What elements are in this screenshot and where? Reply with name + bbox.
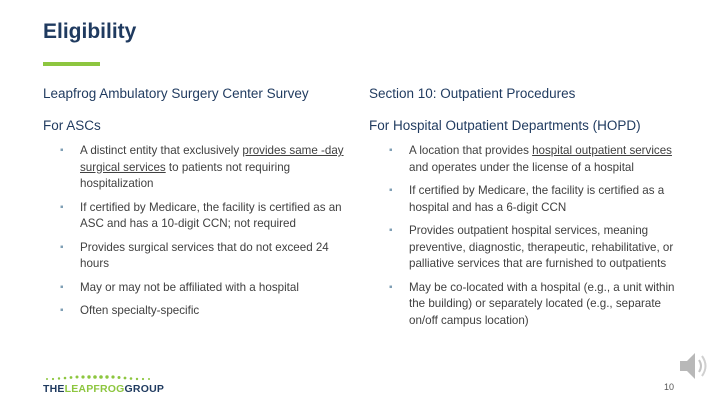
left-column-heading: Leapfrog Ambulatory Surgery Center Survey xyxy=(43,86,309,101)
bullet-icon: ▪ xyxy=(389,281,393,293)
page-number: 10 xyxy=(664,382,675,392)
bullet-icon: ▪ xyxy=(389,185,393,196)
speaker-icon[interactable] xyxy=(676,348,712,384)
leapfrog-logo xyxy=(43,372,165,398)
list-item: ▪ May be co-located with a hospital (e.g., a unit within the building) or separately located (e.g., separate on/off campus location) xyxy=(389,280,675,327)
list-item: ▪ A location that provides hospital outpatient services and operates under the license of a hospital xyxy=(389,144,672,174)
list-item: ▪ Provides outpatient hospital services, meaning preventive, diagnostic, therapeutic, rehabilitative, or palliative services that are furnished to outpatients xyxy=(389,224,674,270)
underlined-link[interactable]: hospital outpatient services xyxy=(532,144,672,157)
bullet-icon: ▪ xyxy=(60,145,64,156)
bullet-icon: ▪ xyxy=(60,241,64,253)
list-item: ▪ May or may not be affiliated with a hospital xyxy=(58,280,354,297)
right-column-subheading: For Hospital Outpatient Departments (HOPD) xyxy=(369,118,641,133)
list-item: ▪ A distinct entity that exclusively provides same -day surgical services to patients not requiring hospitalization xyxy=(60,144,344,190)
bullet-icon: ▪ xyxy=(60,281,64,293)
underlined-link[interactable]: provides same -day surgical services xyxy=(80,144,344,174)
bullet-icon: ▪ xyxy=(60,305,64,316)
left-column-subheading: For ASCs xyxy=(43,118,101,133)
bullet-icon: ▪ xyxy=(60,201,64,213)
list-item: ▪ If certified by Medicare, the facility is certified as an ASC and has a 10-digit CCN; not required xyxy=(60,200,342,230)
logo-wordmark: THELEAPFROGGROUP xyxy=(43,383,165,395)
bullet-icon: ▪ xyxy=(389,225,393,236)
right-bullet-list xyxy=(387,143,679,335)
list-item: ▪ If certified by Medicare, the facility is certified as a hospital and has a 6-digit CCN xyxy=(389,184,665,214)
list-item: ▪ Provides surgical services that do not exceed 24 hours xyxy=(60,240,329,270)
title-accent-bar xyxy=(43,62,100,66)
bullet-icon: ▪ xyxy=(389,145,393,156)
left-bullet-list xyxy=(58,143,354,326)
list-item: ▪ Often specialty-specific xyxy=(58,303,354,320)
slide-title: Eligibility xyxy=(43,20,137,43)
logo-dots-icon xyxy=(43,372,155,382)
right-column-heading: Section 10: Outpatient Procedures xyxy=(369,86,576,101)
